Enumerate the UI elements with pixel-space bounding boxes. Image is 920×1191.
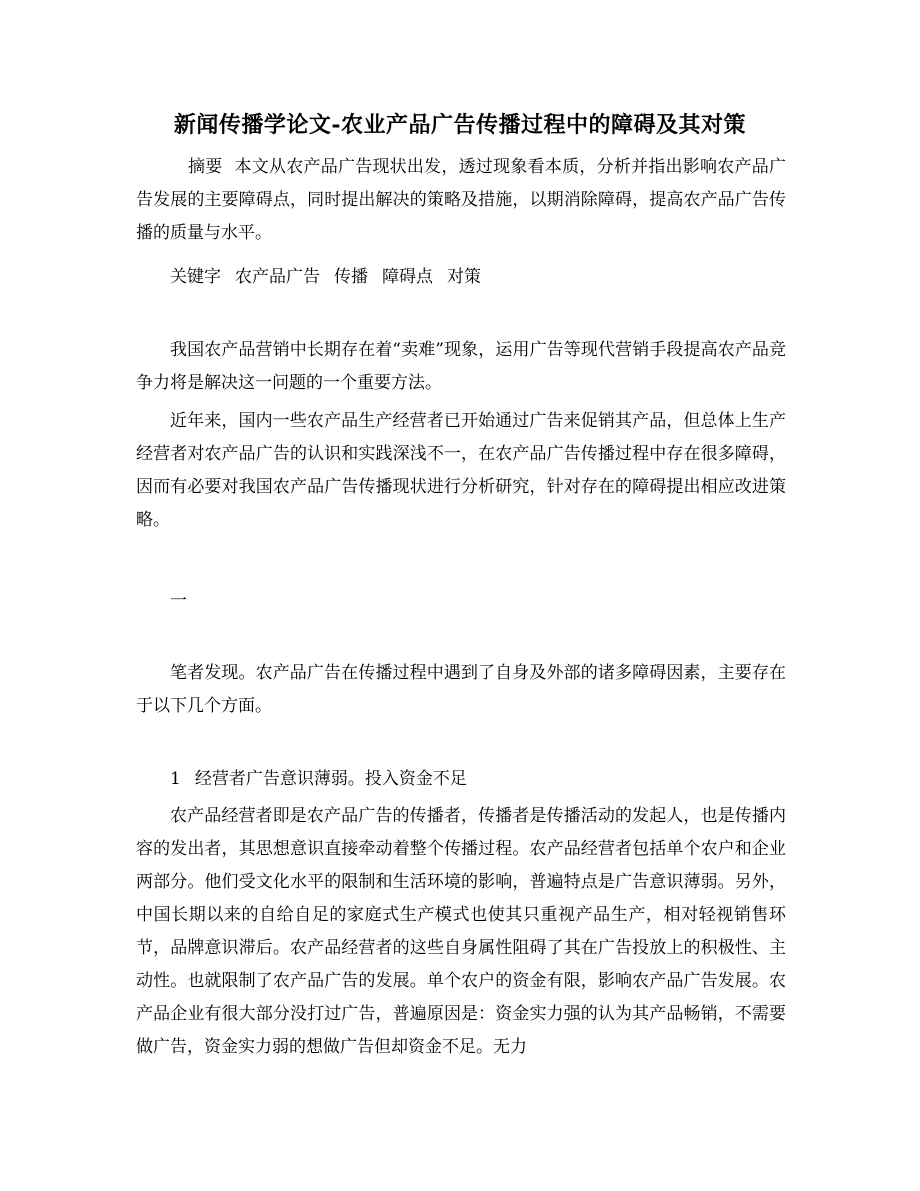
keyword-item: 农产品广告 [235,267,320,287]
section-intro-paragraph: 笔者发现。农产品广告在传播过程中遇到了自身及外部的诸多障碍因素，主要存在于以下几个方面。 [136,663,786,716]
subsection-heading [136,763,786,796]
subsection-heading-text: 经营者广告意识薄弱。投入资金不足 [194,769,467,789]
keyword-item: 传播 [334,267,368,287]
document-title: 新闻传播学论文-农业产品广告传播过程中的障碍及其对策 [173,112,747,138]
subsection-number: 1 [170,769,181,789]
abstract-label: 摘要 [188,157,223,177]
keyword-item: 对策 [447,267,481,287]
abstract-paragraph [136,151,786,250]
subsection-body-paragraph: 农产品经营者即是农产品广告的传播者，传播者是传播活动的发起人，也是传播内容的发出者，其思想意识直接牵动着整个传播过程。农产品经营者包括单个农户和企业两部分。他们受文化水平的限制和生活环境的影响，普遍特点是广告意识薄弱。另外，中国长期以来的自给自足的家庭式生产模式也使其只重视产品生产，相对轻视销售环节，品牌意识滞后。农产品经营者的这些自身属性阻碍了其在广告投放上的积极性、主动性。也就限制了农产品广告的发展。单个农户的资金有限，影响农产品广告发展。农产品企业有很大部分没打过广告，普遍原因是：资金实力强的认为其产品畅销，不需要做广告，资金实力弱的想做广告但却资金不足。无力 [136,806,786,1057]
section-number: 一 [170,591,187,611]
keywords-line [136,261,786,294]
keyword-item: 障碍点 [382,267,433,287]
body-paragraph: 近年来，国内一些农产品生产经营者已开始通过广告来促销其产品，但总体上生产经营者对农产品广告的认识和实践深浅不一，在农产品广告传播过程中存在很多障碍，因而有必要对我国农产品广告传播现状进行分析研究，针对存在的障碍提出相应改进策略。 [136,411,786,530]
keywords-label: 关键字 [170,267,221,287]
body-paragraph: 我国农产品营销中长期存在着“卖难”现象，运用广告等现代营销手段提高农产品竞争力将是解决这一问题的一个重要方法。 [136,340,786,393]
abstract-text: 本文从农产品广告现状出发，透过现象看本质，分析并指出影响农产品广告发展的主要障碍点，同时提出解决的策略及措施，以期消除障碍，提高农产品广告传播的质量与水平。 [136,157,787,243]
